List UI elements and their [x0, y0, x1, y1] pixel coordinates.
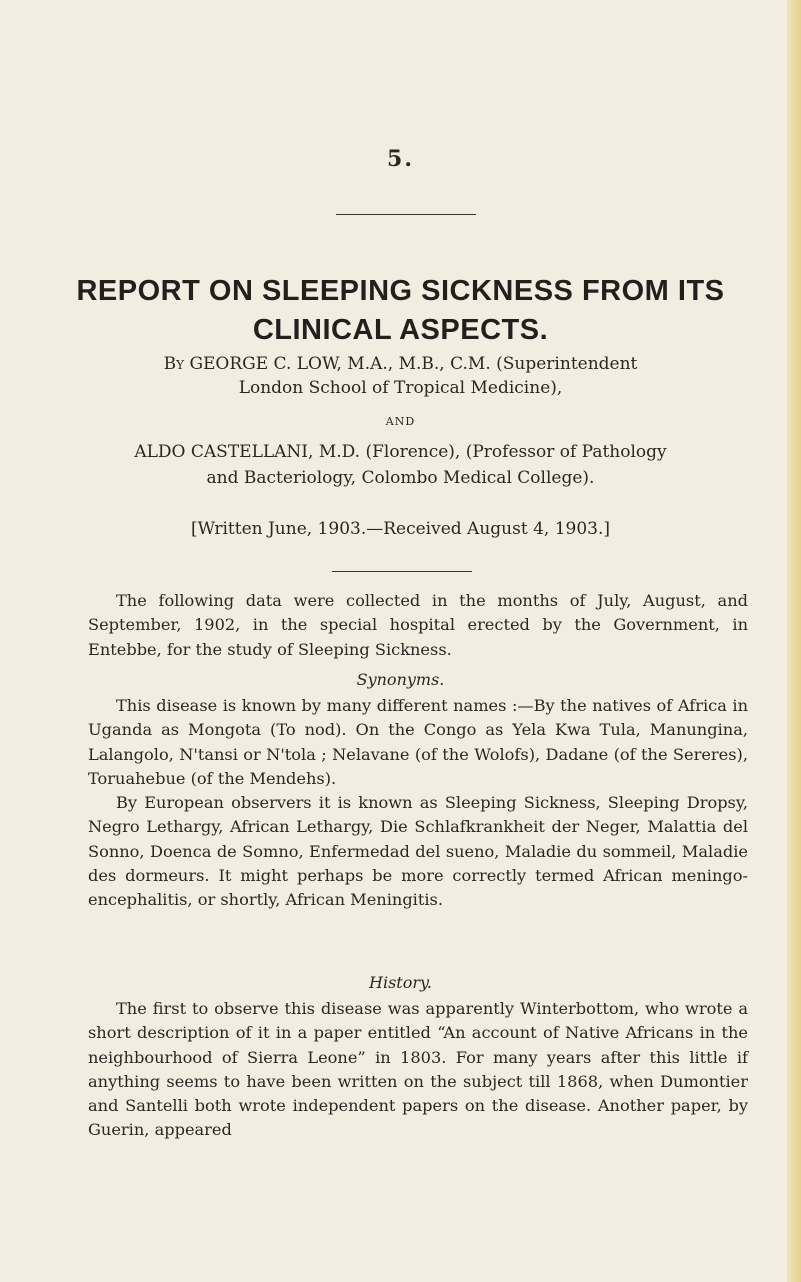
author-1-name: GEORGE C. LOW, M.A., M.B., C.M. (Superintendent: [189, 354, 638, 374]
divider-rule: [336, 214, 476, 215]
report-title-line-1: REPORT ON SLEEPING SICKNESS FROM ITS: [76, 275, 725, 307]
report-title-line-2: CLINICAL ASPECTS.: [252, 314, 549, 346]
history-section: [88, 997, 748, 1143]
synonyms-paragraph-2: By European observers it is known as Sleeping Sickness, Sleeping Dropsy, Negro Lethargy, African Lethargy, Die Schlafkrankheit der Neger, Malattia del Sonno, Doenca de Somno, Enfermedad del sueno, Maladie du sommeil, Maladie des dormeurs. It might perhaps be more correctly termed African meningo-encephalitis, or shortly, African Meningitis.: [88, 793, 748, 910]
written-received-note: [Written June, 1903.—Received August 4, 1903.]: [191, 519, 610, 539]
history-heading: History.: [369, 973, 432, 992]
synonyms-heading: Synonyms.: [356, 670, 445, 689]
page-edge: [787, 0, 801, 1282]
author-1-line-2: London School of Tropical Medicine),: [238, 378, 563, 398]
author-2-line-2: and Bacteriology, Colombo Medical College).: [206, 468, 595, 488]
synonyms-section: [88, 694, 748, 913]
synonyms-paragraph-1: This disease is known by many different names :—By the natives of Africa in Uganda as Mongota (To nod). On the Congo as Yela Kwa Tula, Manungina, Lalangolo, N'tansi or N'tola ; Nelavane (of the Wolofs), Dadane (of the Sereres), Toruahebue (of the Mendehs).: [88, 696, 748, 788]
page-number: 5.: [387, 146, 414, 172]
author-1-line-1: [0, 354, 801, 374]
by-label: By: [163, 354, 185, 374]
history-paragraph: The first to observe this disease was apparently Winterbottom, who wrote a short description of it in a paper entitled “An account of Native Africans in the neighbourhood of Sierra Leone” in 1803. For many years after this little if anything seems to have been written on the subject till 1868, when Dumontier and Santelli both wrote independent papers on the disease. Another paper, by Guerin, appeared: [88, 999, 748, 1140]
intro-section: [88, 589, 748, 662]
intro-paragraph: The following data were collected in the months of July, August, and September, 1902, in the special hospital erected by the Government, in Entebbe, for the study of Sleeping Sickness.: [88, 591, 748, 659]
author-2-line-1: ALDO CASTELLANI, M.D. (Florence), (Professor of Pathology: [134, 442, 667, 462]
and-separator: AND: [385, 415, 416, 428]
divider-rule-2: [332, 571, 472, 572]
